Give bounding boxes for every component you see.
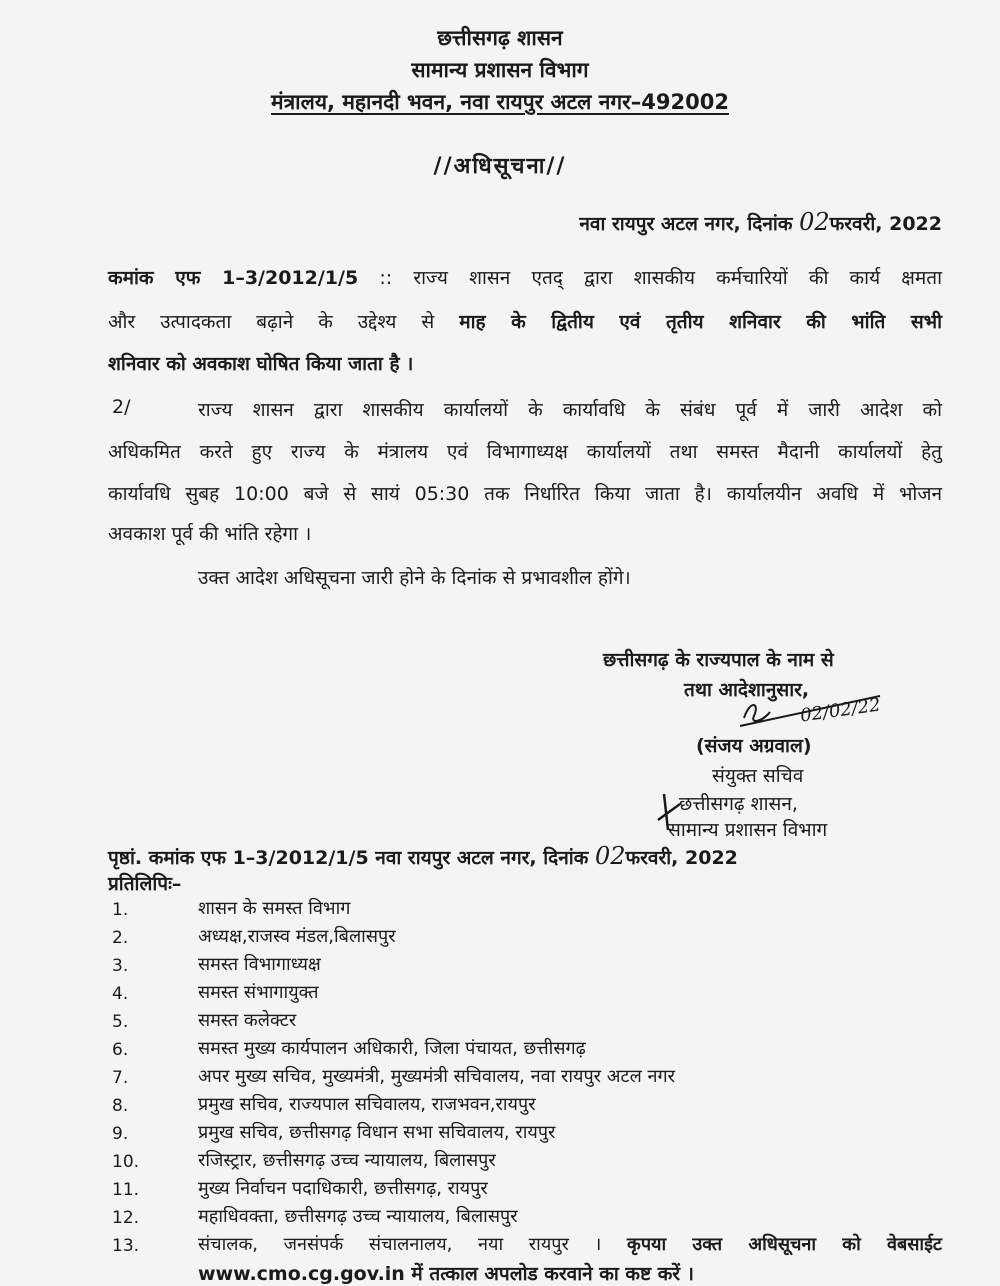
list-item: प्रमुख सचिव, छत्तीसगढ़ विधान सभा सचिवालय, रायपुर [198,1122,556,1143]
list-item-13-bold: कृपया उक्त अधिसूचना को वेबसाईट [627,1234,942,1255]
order-reference: कमांक एफ 1–3/2012/1/5 [108,267,359,289]
endorsement-line [108,842,738,870]
list-item: समस्त मुख्य कार्यपालन अधिकारी, जिला पंचायत, छत्तीसगढ़ [198,1038,586,1059]
list-item-number: 5. [112,1012,129,1032]
list-item: रजिस्ट्रार, छत्तीसगढ़ उच्च न्यायालय, बिलासपुर [198,1150,496,1171]
para1-line1-text: :: राज्य शासन एतद् द्वारा शासकीय कर्मचारियों की कार्य क्षमता [379,267,942,289]
list-item: महाधिवक्ता, छत्तीसगढ़ उच्च न्यायालय, बिलासपुर [198,1206,518,1227]
address-line [0,88,1000,116]
department-name: सामान्य प्रशासन विभाग [411,58,589,82]
list-item: मुख्य निर्वाचन पदाधिकारी, छत्तीसगढ़, रायपुर [198,1178,488,1199]
endorsement-prefix: पृष्ठां. कमांक एफ 1–3/2012/1/5 नवा रायपुर अटल नगर, दिनांक [108,847,589,869]
para1-line1 [108,264,942,290]
list-item: अध्यक्ष,राजस्व मंडल,बिलासपुर [198,926,396,947]
list-item-number: 3. [112,956,129,976]
para2-line3: कार्यावधि सुबह 10:00 बजे से सायं 05:30 तक निर्धारित किया जाता है। कार्यालयीन अवधि में भोजन [108,483,942,505]
list-item-number: 6. [112,1040,129,1060]
list-item: समस्त संभागायुक्त [198,982,319,1003]
para2-line1: राज्य शासन द्वारा शासकीय कार्यालयों के कार्यावधि के संबंध पूर्व में जारी आदेश को [198,399,942,421]
para2-line4: अवकाश पूर्व की भांति रहेगा । [108,523,312,545]
signature-date: 02/02/22 [798,694,882,727]
signature-line2: तथा आदेशानुसार, [684,679,810,701]
list-item: शासन के समस्त विभाग [198,898,351,919]
signatory-name: (संजय अग्रवाल) [696,735,812,757]
endorsement-handwritten-day: 02 [594,842,626,870]
list-item: प्रमुख सचिव, राज्यपाल सचिवालय, राजभवन,रायपुर [198,1094,536,1115]
list-item: समस्त विभागाध्यक्ष [198,954,321,975]
handwritten-day: 02 [799,208,830,236]
list-item-number: 4. [112,984,129,1004]
upload-request-line: www.cmo.cg.gov.in में तत्काल अपलोड करवाने का कष्ट करें । [198,1263,694,1285]
para1-line2-bold: माह के द्वितीय एवं तृतीय शनिवार की भांति सभी [459,311,942,333]
endorsement-suffix: फरवरी, 2022 [625,847,738,869]
list-item-number: 1. [112,900,129,920]
list-item-number: 11. [112,1180,140,1200]
para1-line2 [108,308,942,334]
signatory-designation: संयुक्त सचिव [712,765,804,787]
list-item-number: 10. [112,1152,140,1172]
signatory-org2: सामान्य प्रशासन विभाग [668,819,828,841]
place-date-suffix: फरवरी, 2022 [829,213,942,235]
place-date-prefix: नवा रायपुर अटल नगर, दिनांक [579,213,793,235]
para2-number: 2/ [112,396,131,418]
govt-name: छत्तीसगढ़ शासन [437,26,563,50]
para1-line2-normal: और उत्पादकता बढ़ाने के उद्देश्य से [108,311,435,333]
para2-line2: अधिकमित करते हुए राज्य के मंत्रालय एवं विभागाध्यक्ष कार्यालयों तथा समस्त मैदानी कार्यालयों हेतु [108,441,942,463]
list-item-number: 13. [112,1236,140,1256]
copy-label: प्रतिलिपिः– [108,873,182,895]
para1-line3: शनिवार को अवकाश घोषित किया जाता है । [108,353,414,375]
signature-line1: छत्तीसगढ़ के राज्यपाल के नाम से [603,649,834,671]
list-item-number: 7. [112,1068,129,1088]
list-item-number: 8. [112,1096,129,1116]
list-item [198,1232,942,1256]
list-item-number: 12. [112,1208,140,1228]
list-item: अपर मुख्य सचिव, मुख्यमंत्री, मुख्यमंत्री सचिवालय, नवा रायपुर अटल नगर [198,1066,675,1087]
list-item-number: 2. [112,928,129,948]
signatory-org1: छत्तीसगढ़ शासन, [679,793,798,815]
address-text: मंत्रालय, महानदी भवन, नवा रायपुर अटल नगर–492002 [271,90,729,114]
para3: उक्त आदेश अधिसूचना जारी होने के दिनांक से प्रभावशील होंगे। [198,567,631,589]
list-item-13-normal: संचालक, जनसंपर्क संचालनालय, नया रायपुर । [198,1234,602,1255]
list-item: समस्त कलेक्टर [198,1010,297,1031]
list-item-number: 9. [112,1124,129,1144]
place-date [579,208,942,236]
document-title: //अधिसूचना// [433,154,567,179]
